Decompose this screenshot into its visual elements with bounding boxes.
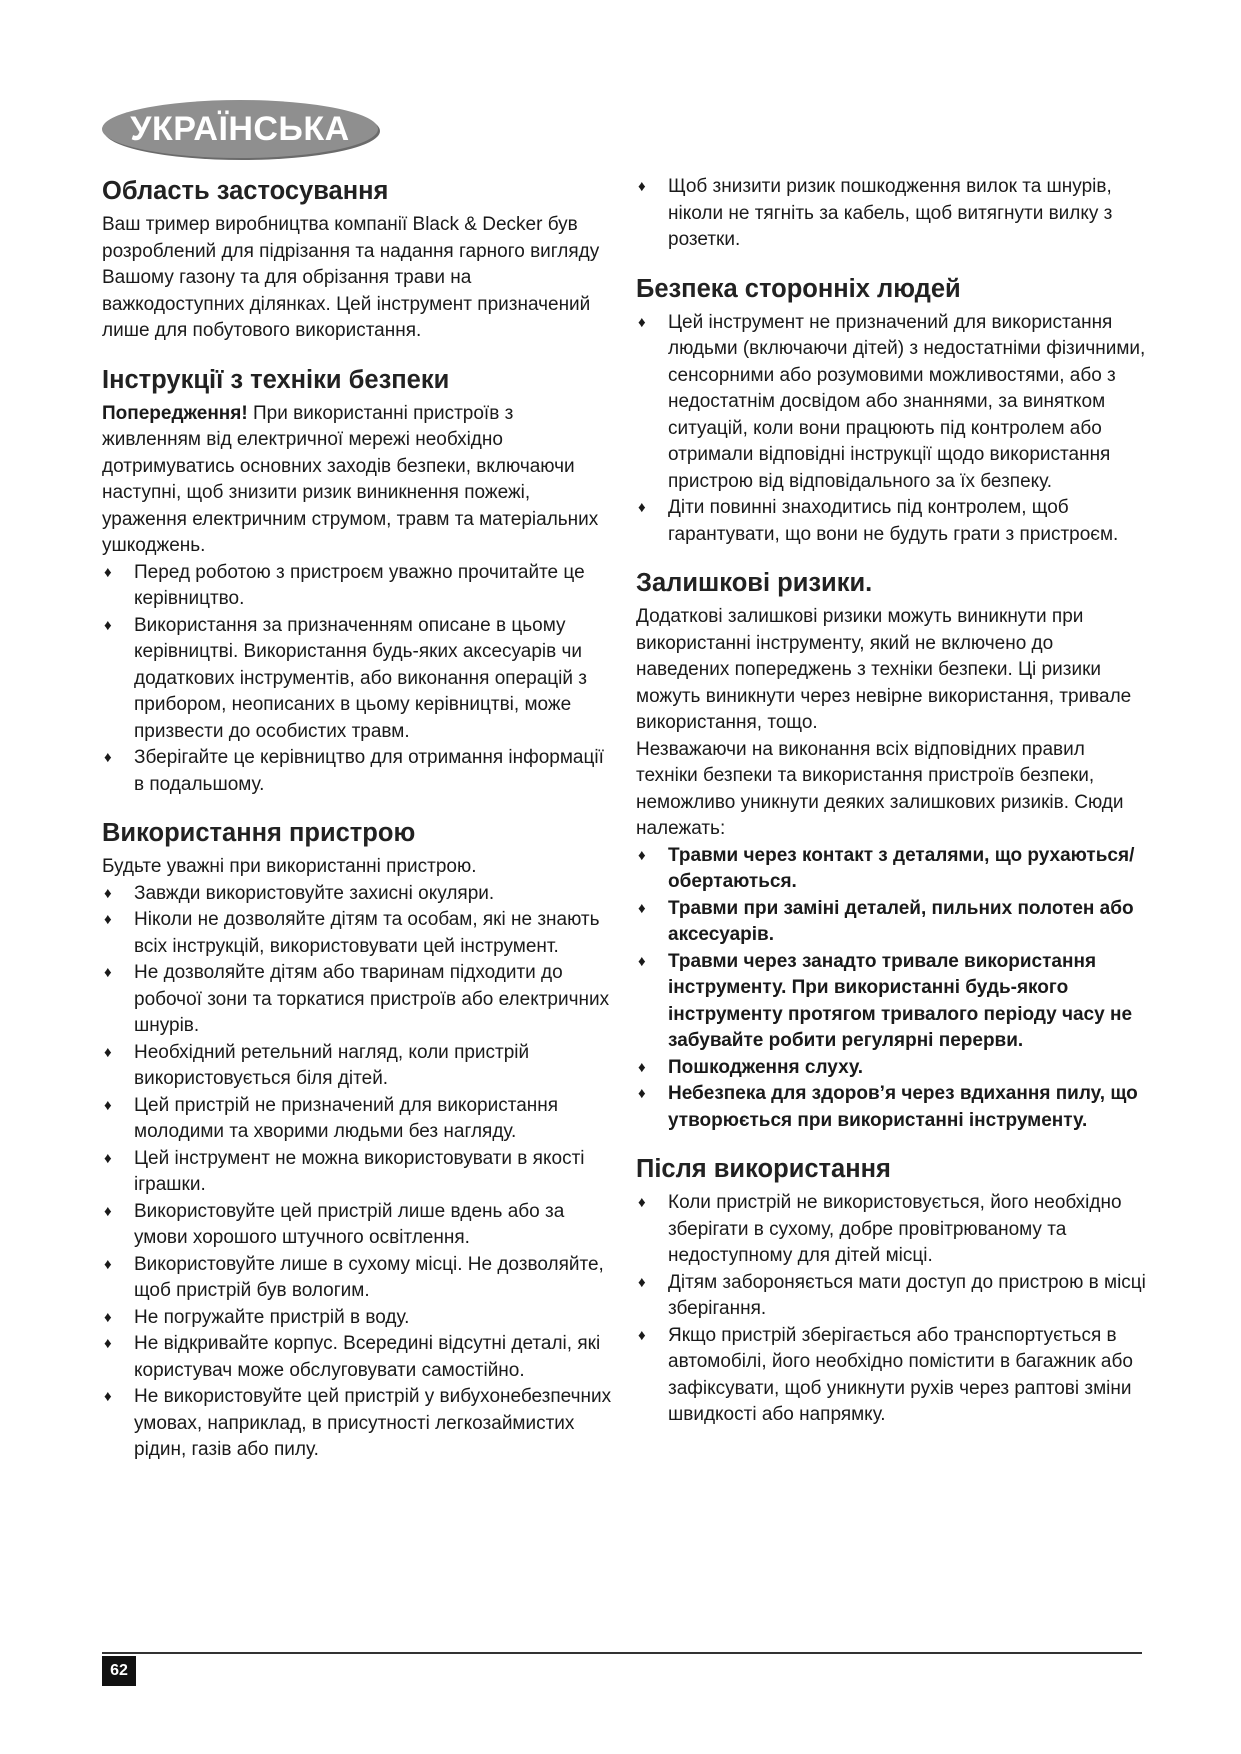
section-title: Інструкції з техніки безпеки: [102, 365, 450, 394]
list-item: ♦ Ніколи не дозволяйте дітям та особам, які не знають всіх інструкцій, використовувати цей інструмент.: [104, 909, 600, 957]
bullet-list: [636, 1190, 1146, 1429]
bullet-icon: ♦: [638, 1058, 646, 1076]
bullet-icon: ♦: [104, 964, 112, 981]
bullet-icon: ♦: [104, 1149, 112, 1167]
list-item: ♦ Коли пристрій не використовується, його необхідно зберігати в сухому, добре провітрюваному та недоступному для дітей місці.: [638, 1192, 1122, 1266]
bullet-icon: ♦: [638, 499, 646, 516]
warning-text: При використанні пристроїв з живленням від електричної мережі необхідно дотримуватись основних заходів безпеки, включаючи наступні, щоб знизити ризик виникнення пожежі, ураження електричним струмом, травм та матеріальних ушкоджень.: [102, 402, 599, 556]
bullet-icon: ♦: [104, 911, 112, 928]
bullet-icon: ♦: [638, 1273, 646, 1291]
section-title: Після використання: [636, 1155, 891, 1183]
bullet-icon: ♦: [638, 899, 646, 917]
list-item: ♦ Зберігайте це керівництво для отримання інформації в подальшому.: [104, 747, 604, 795]
left-column: [102, 176, 615, 1484]
section-title: Використання пристрою: [102, 819, 416, 847]
list-item: ♦ Цей інструмент не призначений для використання людьми (включаючи дітей) з недостатніми фізичними, сенсорними або розумовими можливостями, або з недостатнім досвідом або знаннями, за винятком ситуацій, коли вони працюють під контролем або отримали відповідні інструкції щодо використання пристрою від відповідального за їх безпеку.: [638, 311, 1146, 492]
section-cable-care: [636, 174, 1146, 254]
bullet-icon: ♦: [638, 313, 646, 331]
list-item: ♦ Необхідний ретельний нагляд, коли пристрій використовується біля дітей.: [104, 1041, 530, 1089]
section-residual-risks: [636, 568, 1146, 1134]
list-item: ♦ Використовуйте цей пристрій лише вдень або за умови хорошого штучного освітлення.: [104, 1200, 565, 1248]
list-item: ♦ Щоб знизити ризик пошкодження вилок та шнурів, ніколи не тягніть за кабель, щоб витягнути вилку з розетки.: [638, 176, 1113, 250]
list-item: ♦ Небезпека для здоров’я через вдихання пилу, що утворюється при використанні інструменту.: [638, 1083, 1138, 1131]
bullet-icon: ♦: [104, 1308, 112, 1326]
bullet-icon: ♦: [104, 1255, 112, 1273]
bullet-icon: ♦: [104, 1388, 112, 1405]
list-item: ♦ Не відкривайте корпус. Всередині відсутні деталі, які користувач може обслуговувати самостійно.: [104, 1333, 601, 1381]
section-title: Безпека сторонніх людей: [636, 274, 961, 303]
warning-paragraph: [102, 401, 615, 560]
warning-label: Попередження!: [102, 402, 248, 424]
section-title: Залишкові ризики.: [636, 569, 873, 597]
list-item: ♦ Якщо пристрій зберігається або транспортується в автомобілі, його необхідно помістити в багажник або зафіксувати, щоб уникнути рухів через раптові зміни швидкості або напрямку.: [638, 1324, 1133, 1425]
list-item: ♦ Не використовуйте цей пристрій у вибухонебезпечних умовах, наприклад, в присутності легкозаймистих рідин, газів або пилу.: [104, 1386, 612, 1460]
list-item: ♦ Травми через занадто тривале використання інструменту. При використанні будь-якого інструменту протягом тривалого періоду часу не забувайте робити регулярні перерви.: [638, 950, 1133, 1051]
section-device-use: [102, 818, 615, 1464]
list-item: ♦ Діти повинні знаходитись під контролем, щоб гарантувати, що вони не будуть грати з пристроєм.: [638, 497, 1119, 545]
bullet-icon: ♦: [638, 178, 646, 195]
bullet-icon: ♦: [104, 749, 112, 766]
list-item: ♦ Використовуйте лише в сухому місці. Не дозволяйте, щоб пристрій був вологим.: [104, 1253, 604, 1301]
bullet-list: [102, 560, 615, 799]
bullet-icon: ♦: [104, 1202, 112, 1220]
paragraph: Ваш тример виробництва компанії Black & Decker був розроблений для підрізання та надання гарного вигляду Вашому газону та для обрізання трави на важкодоступних ділянках. Цей інструмент призначений лише для побутового використання.: [102, 214, 600, 341]
bullet-icon: ♦: [104, 1043, 112, 1061]
footer-divider: [102, 1652, 1142, 1654]
paragraph: Незважаючи на виконання всіх відповідних правил техніки безпеки та використання пристроїв безпеки, неможливо уникнути деяких залишкових ризиків. Сюди належать:: [636, 738, 1124, 839]
list-item: ♦ Пошкодження слуху.: [636, 1055, 1146, 1082]
list-item: ♦ Не дозволяйте дітям або тваринам підходити до робочої зони та торкатися пристроїв або електричних шнурів.: [104, 962, 610, 1036]
bullet-icon: ♦: [638, 846, 646, 864]
bullet-list: [636, 310, 1146, 549]
section-bystander-safety: [636, 274, 1146, 549]
bullet-list: [636, 843, 1146, 1135]
section-safety-instructions: [102, 365, 615, 799]
paragraph: Будьте уважні при використанні пристрою.: [102, 856, 477, 877]
list-item: ♦ Травми при заміні деталей, пильних полотен або аксесуарів.: [638, 897, 1134, 945]
bullet-icon: ♦: [104, 1096, 112, 1114]
list-item: ♦ Цей інструмент не можна використовувати в якості іграшки.: [104, 1147, 585, 1195]
list-item: ♦ Використання за призначенням описане в цьому керівництві. Використання будь-яких аксесуарів чи додаткових інструментів, або виконання операцій з прибором, неописаних в цьому керівництві, може призвести до особистих травм.: [104, 614, 587, 742]
list-item: ♦ Цей пристрій не призначений для використання молодими та хворими людьми без нагляду.: [104, 1094, 559, 1142]
bullet-list: [636, 174, 1146, 254]
right-column: [636, 174, 1146, 1449]
section-application: [102, 176, 615, 345]
list-item: ♦ Завжди використовуйте захисні окуляри.: [102, 881, 615, 908]
bullet-icon: ♦: [104, 1335, 112, 1352]
bullet-list: [102, 881, 615, 1464]
section-after-use: [636, 1154, 1146, 1429]
bullet-icon: ♦: [104, 616, 112, 634]
bullet-icon: ♦: [638, 952, 646, 970]
bullet-icon: ♦: [104, 884, 112, 902]
section-title: Область застосування: [102, 177, 389, 205]
bullet-icon: ♦: [638, 1194, 646, 1211]
paragraph: Додаткові залишкові ризики можуть виникнути при використанні інструменту, який не включено до наведених попереджень з техніки безпеки. Ці ризики можуть виникнути через невірне використання, тривале використання, тощо.: [636, 606, 1132, 733]
list-item: ♦ Травми через контакт з деталями, що рухаються/обертаються.: [638, 844, 1135, 892]
page-number: 62: [102, 1656, 136, 1686]
list-item: ♦ Перед роботою з пристроєм уважно прочитайте це керівництво.: [104, 561, 585, 609]
list-item: ♦ Дітям забороняється мати доступ до пристрою в місці зберігання.: [638, 1271, 1146, 1319]
bullet-icon: ♦: [638, 1326, 646, 1344]
bullet-icon: ♦: [104, 563, 112, 581]
list-item: ♦ Не погружайте пристрій в воду.: [102, 1305, 615, 1332]
language-badge: УКРАЇНСЬКА: [102, 100, 378, 158]
bullet-icon: ♦: [638, 1085, 646, 1102]
